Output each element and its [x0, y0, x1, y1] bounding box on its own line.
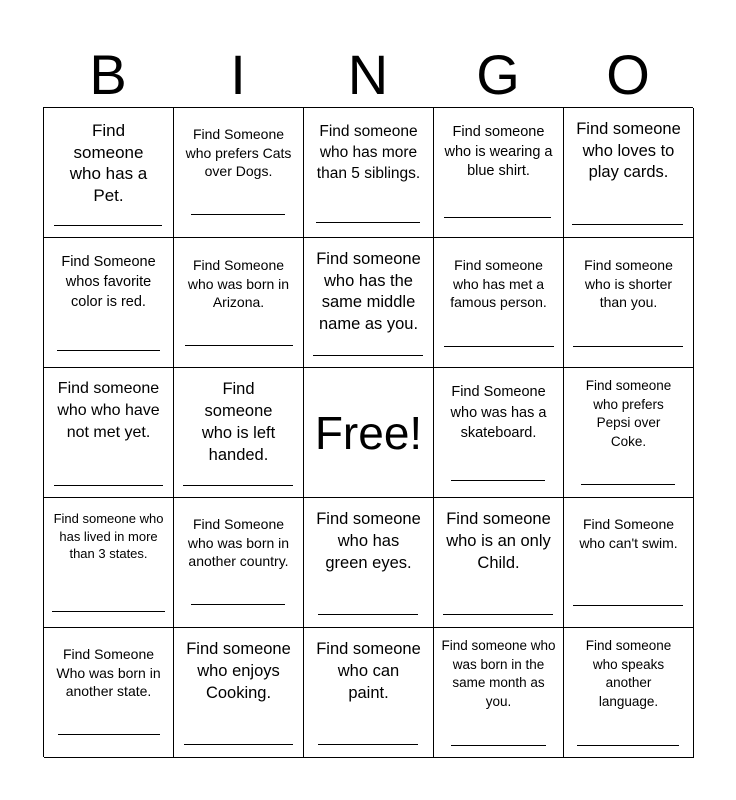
signature-line	[316, 222, 420, 223]
signature-line	[573, 346, 683, 347]
bingo-cell[interactable]	[44, 108, 174, 238]
signature-line	[318, 744, 418, 745]
signature-line	[451, 480, 545, 481]
signature-line	[577, 745, 679, 746]
cell-prompt: Find someone who can paint.	[316, 640, 421, 702]
cell-prompt: Find someone who loves to play cards.	[576, 120, 681, 181]
free-label: Free!	[314, 406, 423, 459]
signature-line	[451, 745, 546, 746]
bingo-cell[interactable]	[434, 108, 564, 238]
bingo-cell[interactable]	[304, 628, 434, 758]
signature-line	[444, 217, 551, 218]
cell-prompt: Find Someone who was has a skateboard.	[450, 384, 547, 441]
signature-line	[183, 485, 293, 486]
signature-line	[184, 744, 293, 745]
bingo-cell[interactable]	[174, 498, 304, 628]
bingo-cell[interactable]	[174, 238, 304, 368]
signature-line	[444, 346, 554, 347]
cell-prompt: Find someone who speaks another language.	[585, 638, 672, 709]
cell-prompt: Find Someone who was born in another country.	[187, 516, 290, 569]
cell-prompt: Find someone who who have not met yet.	[57, 380, 160, 441]
signature-line	[185, 345, 293, 346]
signature-line	[573, 605, 683, 606]
bingo-cell[interactable]	[564, 108, 694, 238]
signature-line	[54, 485, 163, 486]
bingo-cell[interactable]	[174, 368, 304, 498]
cell-prompt: Find someone who has met a famous person.	[450, 257, 547, 310]
cell-prompt: Find Someone who can't swim.	[579, 516, 678, 551]
bingo-cell[interactable]	[44, 498, 174, 628]
bingo-cell[interactable]	[434, 498, 564, 628]
signature-line	[54, 225, 162, 226]
bingo-cell[interactable]	[44, 628, 174, 758]
cell-prompt: Find someone who is left handed.	[201, 380, 276, 464]
signature-line	[443, 614, 553, 615]
signature-line	[581, 484, 675, 485]
cell-prompt: Find Someone whos favorite color is red.	[61, 254, 156, 310]
cell-prompt: Find someone who prefers Pepsi over Coke.	[585, 378, 672, 449]
bingo-cell[interactable]	[174, 628, 304, 758]
bingo-cell[interactable]	[44, 368, 174, 498]
bingo-cell[interactable]	[434, 238, 564, 368]
cell-prompt: Find someone who is shorter than you.	[584, 257, 673, 310]
cell-prompt: Find someone who has more than 5 siblings.	[316, 123, 421, 182]
bingo-cell[interactable]	[564, 238, 694, 368]
cell-prompt: Find someone who has the same middle name as you.	[316, 250, 421, 333]
bingo-cell[interactable]	[304, 238, 434, 368]
bingo-cell[interactable]	[564, 368, 694, 498]
header-letter-i: I	[230, 43, 246, 106]
cell-prompt: Find someone who is an only Child.	[446, 510, 551, 572]
cell-prompt: Find Someone who prefers Cats over Dogs.	[185, 126, 292, 179]
cell-prompt: Find someone who has green eyes.	[316, 510, 421, 572]
bingo-cell[interactable]	[174, 108, 304, 238]
free-space[interactable]	[304, 368, 434, 498]
cell-prompt: Find Someone Who was born in another state.	[56, 646, 161, 699]
bingo-cell[interactable]	[304, 498, 434, 628]
bingo-cell[interactable]	[434, 368, 564, 498]
cell-prompt: Find someone who is wearing a blue shirt.	[444, 124, 553, 179]
signature-line	[191, 604, 285, 605]
header-letter-n: N	[347, 43, 389, 106]
signature-line	[191, 214, 285, 215]
bingo-cell[interactable]	[44, 238, 174, 368]
bingo-grid	[43, 107, 693, 757]
bingo-cell[interactable]	[304, 108, 434, 238]
signature-line	[318, 614, 418, 615]
cell-prompt: Find someone who has lived in more than 3 states.	[53, 511, 164, 561]
bingo-cell[interactable]	[564, 498, 694, 628]
signature-line	[58, 734, 160, 735]
cell-prompt: Find someone who was born in the same month as you.	[441, 638, 556, 709]
bingo-cell[interactable]	[434, 628, 564, 758]
cell-prompt: Find Someone who was born in Arizona.	[187, 257, 290, 310]
header-letter-g: G	[476, 43, 520, 106]
signature-line	[572, 224, 683, 225]
header-letter-b: B	[89, 43, 127, 106]
cell-prompt: Find someone who enjoys Cooking.	[186, 640, 291, 702]
signature-line	[313, 355, 423, 356]
cell-prompt: Find someone who has a Pet.	[69, 121, 148, 205]
header-letter-o: O	[606, 43, 650, 106]
bingo-header	[43, 42, 693, 108]
signature-line	[52, 611, 165, 612]
signature-line	[57, 350, 160, 351]
bingo-cell[interactable]	[564, 628, 694, 758]
